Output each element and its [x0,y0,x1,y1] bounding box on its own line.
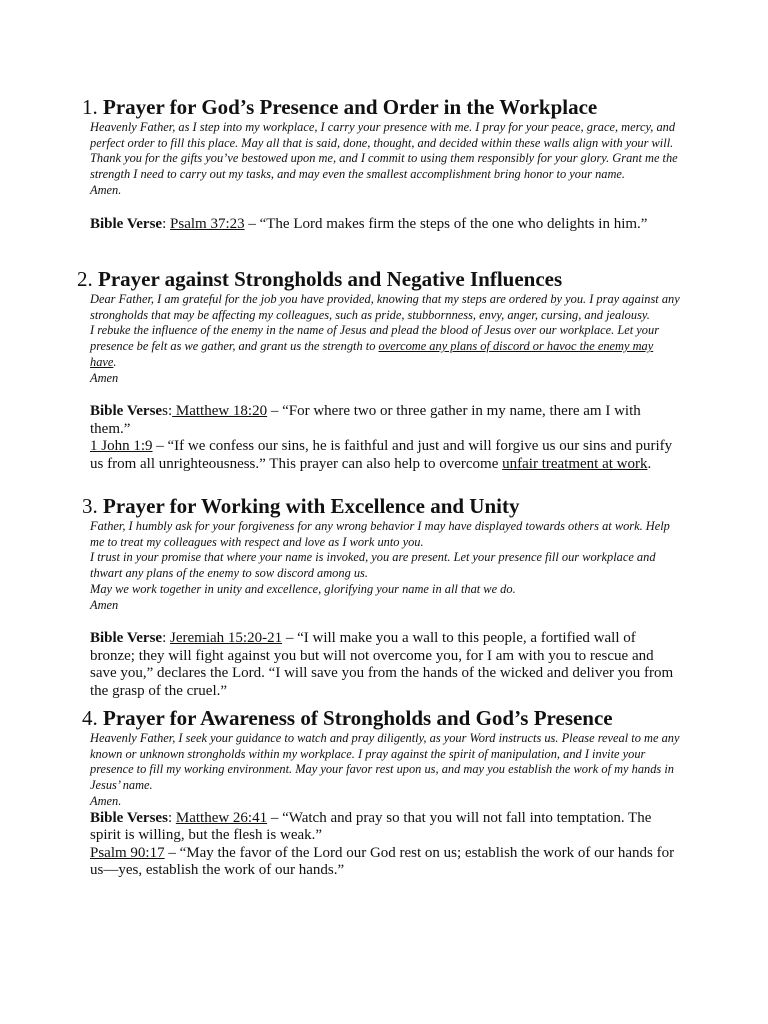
verse-line [90,438,680,473]
bible-verses [0,810,680,880]
verse-separator: : [167,403,173,420]
prayer-paragraph: May we work together in unity and excellence, glorifying your name in all that we do. [90,581,516,596]
verse-text: – “If we confess our sins, he is faithful and just and will forgive us our sins and purify us from all unrighteousness.” This prayer can also help to overcome [90,438,673,472]
prayer-paragraph: Heavenly Father, as I step into my workplace, I carry your presence with me. I pray for your peace, grace, mercy, and perfect order to fill this place. May all that is said, done, thought, and decided within these walls align with your will. [90,120,676,150]
prayer-amen: Amen [90,370,119,385]
bible-verses [0,403,680,473]
verse-text: – “I will make you a wall to this people, a fortified wall of bronze; they will fight against you but will not overcome you, for I am with you to rescue and save you,” declares the Lord. “I will save you from the hands of the wicked and deliver you from the grasp of the cruel.” [90,630,674,699]
prayer-amen: Amen. [90,182,122,197]
section-heading [0,705,768,731]
verse-label-suffix: s [162,403,168,420]
prayer-text [0,120,680,199]
verse-end: . [647,455,652,472]
prayer-amen: Amen. [90,793,122,808]
section-number: 1. [82,95,98,119]
verse-label: Bible Verse [90,215,163,232]
verse-line [90,403,680,438]
verse-text: – “Watch and pray so that you will not fall into temptation. The spirit is willing, but the flesh is weak.” [90,809,652,844]
section-heading [0,493,768,519]
prayer-section-3 [0,493,768,700]
verse-reference-link[interactable]: 1 John 1:9 [90,438,153,455]
verse-text: – “For where two or three gather in my name, there am I with them.” [90,403,641,437]
discord-link[interactable]: overcome any plans of discord or havoc the enemy may have [90,339,654,369]
verse-separator: : [167,809,176,826]
prayer-text-part: . [113,354,117,369]
section-heading [0,94,768,120]
prayer-text [0,731,680,810]
prayer-text [0,292,680,386]
unfair-treatment-link[interactable]: unfair treatment at work [502,455,648,472]
verse-reference-link[interactable]: Psalm 90:17 [90,844,165,861]
section-title: Prayer for God’s Presence and Order in the Workplace [103,95,598,119]
verse-text: – “May the favor of the Lord our God rest on us; establish the work of our hands for us—yes, establish the work of our hands.” [90,844,675,879]
prayer-paragraph: Father, I humbly ask for your forgiveness for any wrong behavior I may have displayed towards others at work. Help me to treat my colleagues with respect and love as I work unto you. [90,519,670,549]
prayer-section-1 [0,94,768,233]
prayer-paragraph: I trust in your promise that where your name is invoked, you are present. Let your presence fill our workplace and thwart any plans of the enemy to sow discord among us. [90,550,656,581]
verse-reference-link[interactable]: Matthew 18:20 [172,403,268,420]
prayer-text [0,519,680,613]
section-number: 3. [82,494,98,518]
verse-label: Bible Verses [90,809,168,826]
prayer-amen: Amen [90,597,119,612]
verse-label: Bible Verse [90,630,163,647]
verse-separator: : [162,630,171,647]
prayer-paragraph: Dear Father, I am grateful for the job you have provided, knowing that my steps are ordered by you. I pray against any strongholds that may be affecting my colleagues, such as pride, stubbornness, envy, anger, cursing, and jealousy. [90,292,680,322]
verse-separator: : [162,215,171,232]
section-title: Prayer for Working with Excellence and Unity [103,494,520,518]
prayer-section-4 [0,705,768,880]
verse-reference-link[interactable]: Psalm 37:23 [170,215,245,232]
prayer-paragraph: Thank you for the gifts you’ve bestowed upon me, and I commit to using them responsibly for your glory. Grant me the strength I need to carry out my tasks, and may even the smallest accomplishment bring honor to your name. [90,151,678,182]
prayer-text-part: I rebuke the influence of the enemy in the name of Jesus and plead the blood of Jesus over our workplace. Let your presence be felt as we gather, and grant us the strength to [90,323,660,354]
section-title: Prayer against Strongholds and Negative Influences [98,267,563,291]
section-title: Prayer for Awareness of Strongholds and God’s Presence [103,706,613,730]
verse-line [90,845,680,880]
verse-reference-link[interactable]: Matthew 26:41 [175,809,268,826]
verse-label: Bible Verse [90,403,163,420]
verse-line [90,810,680,845]
prayer-section-2 [0,266,768,473]
verse-text: – “The Lord makes firm the steps of the one who delights in him.” [244,215,648,232]
section-number: 2. [77,267,93,291]
section-number: 4. [82,706,98,730]
section-heading [0,266,768,292]
prayer-paragraph: Heavenly Father, I seek your guidance to watch and pray diligently, as your Word instructs us. Please reveal to me any known or unknown strongholds within my workplace. I pray against the spirit of manipulation, and I invite your presence to fill my working environment. May your favor rest upon us, and may you establish the work of my hands in Jesus’ name. [90,731,680,793]
bible-verse [0,216,680,234]
prayer-paragraph [90,323,680,370]
bible-verse [0,630,680,700]
verse-reference-link[interactable]: Jeremiah 15:20-21 [170,630,283,647]
